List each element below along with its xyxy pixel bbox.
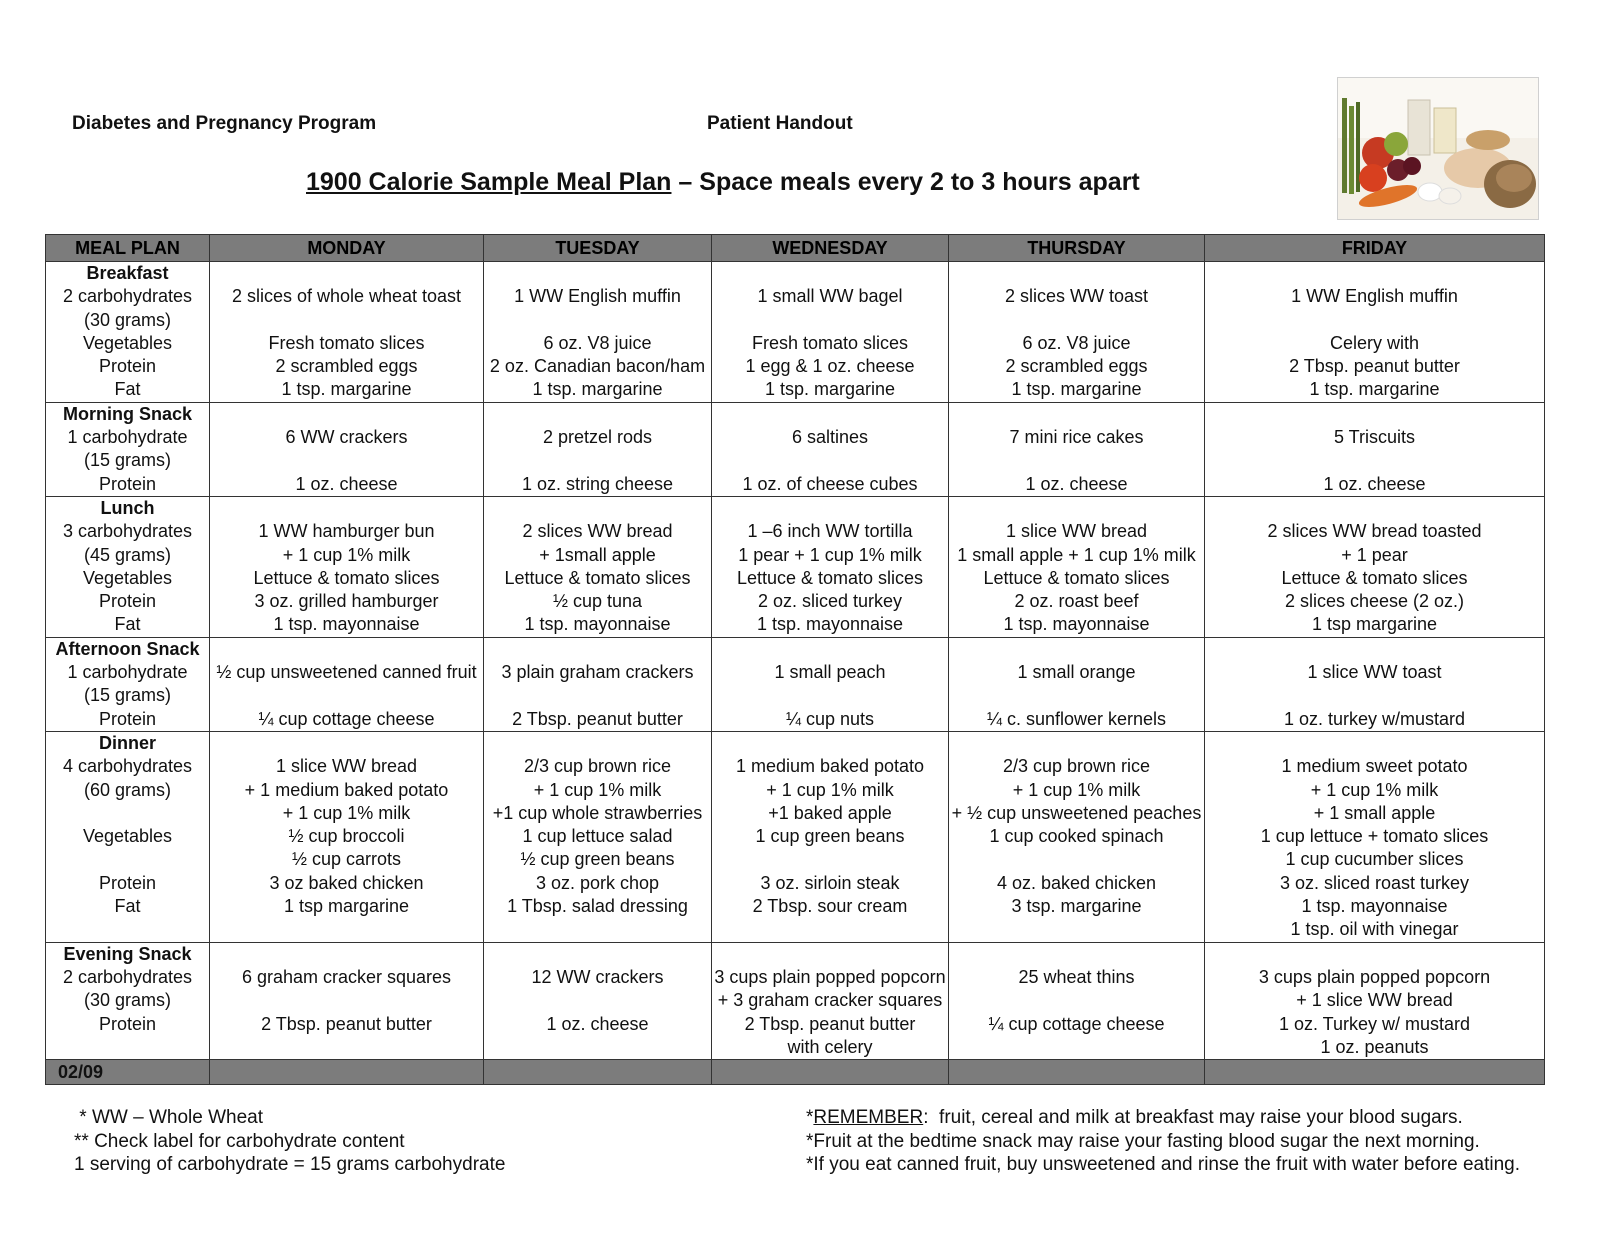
food-item [949,918,1204,941]
food-item: 1 medium sweet potato [1281,756,1468,777]
food-item: 1 –6 inch WW tortilla [747,521,913,542]
day-cell [1205,496,1545,637]
food-item: ¼ c. sunflower kernels [986,708,1167,729]
footer-cell [1205,1060,1545,1085]
meal-detail: Vegetables [82,826,173,847]
food-item [210,638,483,661]
food-item [1205,449,1544,472]
food-item: 1 small orange [1017,662,1136,683]
meal-name: Afternoon Snack [55,638,200,659]
food-item [1205,497,1544,520]
food-item [484,1036,711,1059]
food-item: 3 oz. pork chop [535,872,660,893]
food-item: 1 oz. cheese [295,473,398,494]
food-item: + 1 cup 1% milk [1012,779,1141,800]
food-item: 1 slice WW bread [1005,521,1148,542]
column-header: MONDAY [210,235,484,262]
day-cell [210,496,484,637]
food-item: 2 scrambled eggs [1005,356,1148,377]
footnotes-right [806,1106,1520,1177]
meal-name: Evening Snack [63,943,192,964]
food-item [484,497,711,520]
food-item: 6 oz. V8 juice [543,332,652,353]
day-cell [712,262,949,403]
meal-detail: Vegetables [82,332,173,353]
food-item: 1 oz. Turkey w/ mustard [1278,1013,1471,1034]
meal-detail [46,848,209,871]
food-item: + 1 small apple [1313,802,1436,823]
table-header-row [46,235,1545,262]
food-item: 2 slices WW bread toasted [1267,521,1482,542]
food-item: 1 tsp margarine [283,896,410,917]
food-item: + 1 pear [1341,544,1408,565]
food-item [484,918,711,941]
day-cell [1205,731,1545,942]
food-item: 1 tsp margarine [1311,614,1438,635]
food-item [210,309,483,332]
remember-note [806,1106,1520,1130]
food-item [210,732,483,755]
meal-name: Lunch [100,497,155,518]
food-item: 3 oz. grilled hamburger [254,591,439,612]
meal-detail: 1 carbohydrate [67,427,188,448]
food-item: 1 tsp. mayonnaise [273,614,420,635]
food-item: 6 graham cracker squares [241,966,452,987]
food-item: 6 oz. V8 juice [1022,332,1131,353]
food-item: 1 tsp. oil with vinegar [1290,919,1459,940]
food-item: 1 cup lettuce + tomato slices [1260,826,1489,847]
food-item: 1 tsp. margarine [532,379,663,400]
meal-rows [46,262,1545,1060]
day-cell [712,731,949,942]
day-cell [484,637,712,731]
food-item: 2 slices cheese (2 oz.) [1284,591,1465,612]
food-photo-icon [1338,78,1538,219]
column-header: THURSDAY [949,235,1205,262]
footnote: ** Check label for carbohydrate content [74,1130,405,1152]
food-item: 1 small apple + 1 cup 1% milk [957,544,1196,565]
food-item: 3 cups plain popped popcorn [714,966,946,987]
food-item: 1 WW English muffin [1291,286,1458,307]
food-item: 7 mini rice cakes [1009,427,1144,448]
food-item [712,943,948,966]
food-item: +1 cup whole strawberries [492,802,703,823]
meal-name: Morning Snack [62,403,192,424]
day-cell [210,402,484,496]
food-item [949,848,1204,871]
food-item: Lettuce & tomato slices [504,567,691,588]
food-item [712,638,948,661]
food-item: 3 oz baked chicken [269,872,424,893]
meal-cell [46,942,210,1059]
food-item [949,732,1204,755]
remember-prefix: * [806,1107,814,1128]
food-item [1205,732,1544,755]
food-item: ½ cup broccoli [288,826,405,847]
meal-row [46,637,1545,731]
food-item: ½ cup green beans [520,849,675,870]
footnote: *If you eat canned fruit, buy unsweetened and rinse the fruit with water before eating. [806,1154,1520,1175]
food-item: 5 Triscuits [1333,427,1416,448]
food-item [484,989,711,1012]
food-item: 1 WW hamburger bun [258,521,435,542]
food-item: + 1 medium baked potato [244,779,449,800]
food-item: 1 tsp. margarine [281,379,412,400]
food-item [210,918,483,941]
meal-plan-table [45,234,1545,1085]
food-item: 1 small peach [774,662,886,683]
day-cell [949,942,1205,1059]
food-item: 2 slices of whole wheat toast [231,286,462,307]
food-item [484,638,711,661]
food-item [949,1036,1204,1059]
food-item: 1 cup lettuce salad [522,826,673,847]
meal-row [46,402,1545,496]
day-cell [949,637,1205,731]
food-item: Lettuce & tomato slices [1281,567,1468,588]
day-cell [1205,262,1545,403]
food-item: 1 oz. string cheese [521,473,674,494]
day-cell [1205,942,1545,1059]
meal-detail: 2 carbohydrates [62,286,193,307]
day-cell [1205,637,1545,731]
column-header: MEAL PLAN [46,235,210,262]
meal-detail: Protein [98,473,157,494]
meal-detail: Protein [98,1013,157,1034]
meal-row [46,262,1545,403]
meal-row [46,731,1545,942]
food-item: 2 oz. Canadian bacon/ham [489,356,706,377]
day-cell [1205,402,1545,496]
food-item: 1 medium baked potato [735,756,925,777]
footer-cell [210,1060,484,1085]
food-item [484,449,711,472]
food-item: + 1small apple [539,544,656,565]
meal-row [46,496,1545,637]
food-item: 12 WW crackers [531,966,664,987]
food-item: 1 tsp. margarine [764,379,896,400]
food-item [712,403,948,426]
footer-cell [949,1060,1205,1085]
meal-detail: Fat [114,379,141,400]
meal-detail [46,918,209,941]
meal-detail: Protein [98,356,157,377]
meal-detail: Protein [98,872,157,893]
food-item: + 3 graham cracker squares [717,990,943,1011]
food-item: 1 egg & 1 oz. cheese [745,356,915,377]
food-item [1205,943,1544,966]
food-item: ½ cup carrots [291,849,402,870]
food-item [712,848,948,871]
food-item [210,497,483,520]
food-item: Lettuce & tomato slices [253,567,440,588]
food-item: 1 oz. peanuts [1320,1036,1429,1057]
food-item: + ½ cup unsweetened peaches [951,802,1202,823]
food-item: 3 cups plain popped popcorn [1258,966,1491,987]
food-item: 1 tsp. margarine [1309,379,1440,400]
food-item [712,732,948,755]
day-cell [949,402,1205,496]
day-cell [712,637,949,731]
food-item [210,403,483,426]
revision-code: 02/09 [46,1060,210,1085]
program-name: Diabetes and Pregnancy Program [72,113,377,134]
food-photo [1337,77,1539,220]
food-item: Celery with [1329,332,1420,353]
food-item: + 1 cup 1% milk [533,779,662,800]
food-item: 2 Tbsp. sour cream [752,896,908,917]
food-item: 1 pear + 1 cup 1% milk [738,544,922,565]
meal-detail [46,802,209,825]
day-cell [712,402,949,496]
food-item [484,684,711,707]
food-item [1205,684,1544,707]
food-item: 6 saltines [791,427,869,448]
food-item [484,309,711,332]
food-item [712,684,948,707]
meal-detail: Protein [98,591,157,612]
meal-detail: 2 carbohydrates [62,966,193,987]
food-item: 1 Tbsp. salad dressing [507,896,688,917]
food-item [210,989,483,1012]
food-item [1205,309,1544,332]
food-item: 1 oz. cheese [546,1013,649,1034]
day-cell [210,942,484,1059]
food-item: + 1 cup 1% milk [1310,779,1439,800]
food-item: 2 Tbsp. peanut butter [261,1013,432,1034]
food-item: 2 slices WW bread [522,521,673,542]
food-item: Fresh tomato slices [751,332,909,353]
food-item: ¼ cup cottage cheese [258,708,435,729]
food-item: 2 slices WW toast [1004,286,1149,307]
food-item [1205,403,1544,426]
day-cell [484,262,712,403]
food-item: Lettuce & tomato slices [983,567,1170,588]
food-item [712,497,948,520]
remember-label: REMEMBER [813,1107,924,1128]
food-item: 2 oz. roast beef [1014,591,1139,612]
food-item [949,989,1204,1012]
food-item: 3 oz. sliced roast turkey [1279,872,1470,893]
table-footer-row [46,1060,1545,1085]
meal-detail: Protein [98,708,157,729]
food-item: 2 Tbsp. peanut butter [744,1013,916,1034]
food-item [949,449,1204,472]
meal-detail: (60 grams) [83,779,172,800]
footer-cell [484,1060,712,1085]
meal-name: Breakfast [86,263,169,283]
food-item: ¼ cup cottage cheese [988,1013,1165,1034]
food-item [949,943,1204,966]
food-item: 1 oz. turkey w/mustard [1283,708,1466,729]
food-item: 3 oz. sirloin steak [760,872,900,893]
food-item [712,449,948,472]
meal-detail: 4 carbohydrates [62,756,193,777]
food-item: 2 pretzel rods [542,427,653,448]
day-cell [484,496,712,637]
food-item: 1 cup cooked spinach [989,826,1164,847]
day-cell [210,262,484,403]
day-cell [949,731,1205,942]
day-cell [712,942,949,1059]
food-item: 1 oz. of cheese cubes [742,473,918,494]
meal-name: Dinner [98,732,156,753]
meal-detail: Fat [114,614,141,635]
meal-row [46,942,1545,1059]
food-item: 2 Tbsp. peanut butter [1289,356,1460,377]
meal-cell [46,731,210,942]
meal-detail: 3 carbohydrates [62,521,193,542]
food-item [1205,262,1544,285]
food-item [484,403,711,426]
food-item: Lettuce & tomato slices [736,567,924,588]
food-item [210,684,483,707]
food-item: 1 slice WW toast [1307,662,1442,683]
column-header: FRIDAY [1205,235,1545,262]
meal-detail: Fat [114,896,141,917]
food-item [949,684,1204,707]
food-item [712,262,948,285]
food-item: 1 oz. cheese [1323,473,1426,494]
day-cell [484,942,712,1059]
column-header: WEDNESDAY [712,235,949,262]
food-item: 2 scrambled eggs [275,356,418,377]
food-item: + 1 cup 1% milk [766,779,894,800]
meal-detail: (45 grams) [83,544,172,565]
food-item: 1 cup green beans [755,826,905,847]
food-item: 2 Tbsp. peanut butter [512,708,683,729]
meal-detail: (15 grams) [83,450,172,471]
food-item: + 1 slice WW bread [1296,990,1453,1011]
page-title [306,168,1140,197]
food-item: 25 wheat thins [1018,966,1135,987]
food-item: 1 slice WW bread [275,756,418,777]
food-item [210,943,483,966]
food-item: 1 tsp. mayonnaise [756,614,904,635]
food-item: 1 tsp. mayonnaise [524,614,671,635]
meal-detail: (30 grams) [83,309,172,330]
food-item [949,262,1204,285]
food-item: 1 cup cucumber slices [1285,849,1464,870]
day-cell [484,731,712,942]
food-item [210,262,483,285]
title-subtitle: – Space meals every 2 to 3 hours apart [671,168,1140,196]
food-item: + 1 cup 1% milk [282,544,411,565]
food-item: 6 WW crackers [285,427,408,448]
day-cell [210,731,484,942]
food-item [1205,638,1544,661]
food-item: ½ cup unsweetened canned fruit [216,662,477,683]
food-item [949,309,1204,332]
food-item: 1 tsp. mayonnaise [1301,896,1448,917]
food-item: 3 tsp. margarine [1011,896,1142,917]
footnote: * WW – Whole Wheat [74,1107,263,1128]
food-item: ½ cup tuna [552,591,643,612]
meal-detail [46,1036,209,1059]
food-item: with celery [787,1036,873,1057]
food-item [484,732,711,755]
meal-detail: (15 grams) [83,685,172,706]
day-cell [210,637,484,731]
food-item: 2/3 cup brown rice [1002,756,1151,777]
food-item [712,918,948,941]
day-cell [484,402,712,496]
meal-detail: Vegetables [82,567,173,588]
food-item: + 1 cup 1% milk [282,802,411,823]
food-item: 1 small WW bagel [757,286,903,307]
food-item: 3 plain graham crackers [501,662,694,683]
meal-detail: 1 carbohydrate [67,662,188,683]
day-cell [712,496,949,637]
day-cell [949,496,1205,637]
food-item [949,497,1204,520]
food-item [210,449,483,472]
footnotes-left [74,1106,505,1177]
footer-cell [712,1060,949,1085]
meal-detail: (30 grams) [83,990,172,1011]
food-item: 1 WW English muffin [514,286,681,307]
food-item [484,262,711,285]
food-item: ¼ cup nuts [785,708,875,729]
food-item [949,638,1204,661]
title-underlined: 1900 Calorie Sample Meal Plan [306,168,672,196]
meal-cell [46,496,210,637]
food-item: 1 oz. cheese [1025,473,1128,494]
food-item: +1 baked apple [768,802,892,823]
handout-label: Patient Handout [707,113,853,134]
day-cell [949,262,1205,403]
food-item: 2 oz. sliced turkey [757,591,903,612]
column-header: TUESDAY [484,235,712,262]
remember-text: : fruit, cereal and milk at breakfast may raise your blood sugars. [923,1107,1463,1128]
meal-cell [46,637,210,731]
food-item: 4 oz. baked chicken [996,872,1157,893]
food-item [949,403,1204,426]
food-item: Fresh tomato slices [268,332,425,353]
food-item: 1 tsp. mayonnaise [1003,614,1150,635]
meal-cell [46,262,210,403]
footnote: 1 serving of carbohydrate = 15 grams carbohydrate [74,1154,506,1175]
footnote: *Fruit at the bedtime snack may raise your fasting blood sugar the next morning. [806,1130,1480,1152]
food-item [484,943,711,966]
food-item [210,1036,483,1059]
meal-cell [46,402,210,496]
food-item: 1 tsp. margarine [1011,379,1142,400]
food-item: 2/3 cup brown rice [523,756,672,777]
food-item [712,309,948,332]
